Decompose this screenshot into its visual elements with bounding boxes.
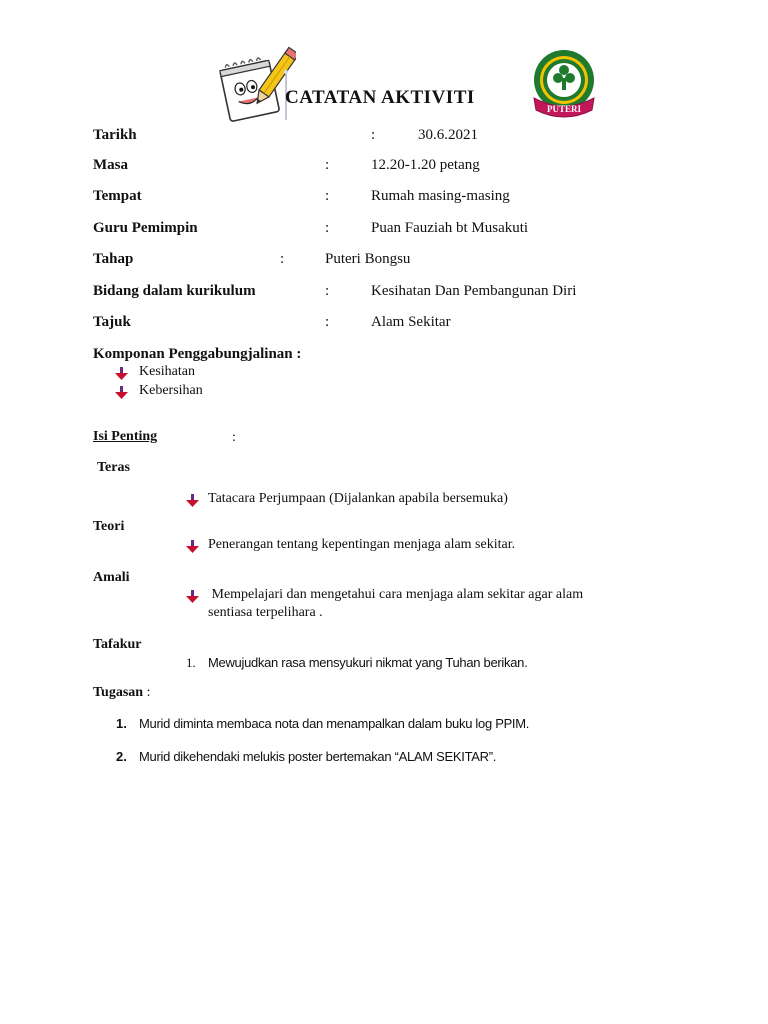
teras-item: Tatacara Perjumpaan (Dijalankan apabila bersemuka): [208, 491, 508, 506]
bullet-arrow-icon: [186, 494, 199, 507]
komponen-item-kesihatan: Kesihatan: [139, 364, 195, 379]
isi-penting-colon: :: [232, 430, 236, 445]
bullet-arrow-icon: [186, 590, 199, 603]
tugasan-item-2: Murid dikehendaki melukis poster bertemakan “ALAM SEKITAR”.: [139, 749, 497, 764]
field-label-tempat: Tempat: [93, 188, 142, 204]
field-colon-masa: :: [325, 157, 330, 173]
puteri-badge-logo: [530, 48, 598, 120]
komponen-item-kebersihan: Kebersihan: [139, 383, 203, 398]
field-value-tahap: Puteri Bongsu: [325, 251, 411, 267]
bullet-arrow-icon: [186, 540, 199, 553]
tafakur-heading: Tafakur: [93, 637, 142, 652]
field-label-tajuk: Tajuk: [93, 314, 131, 330]
tugasan-number-1: 1.: [116, 716, 127, 731]
teori-item: Penerangan tentang kepentingan menjaga alam sekitar.: [208, 537, 516, 552]
amali-item-line2: sentiasa terpelihara .: [208, 605, 323, 620]
tugasan-item-1: Murid diminta membaca nota dan menampalkan dalam buku log PPIM.: [139, 716, 530, 731]
page-title: CATATAN AKTIVITI: [285, 87, 475, 108]
tugasan-number-2: 2.: [116, 749, 127, 764]
field-value-guru: Puan Fauziah bt Musakuti: [371, 220, 529, 236]
field-value-tempat: Rumah masing-masing: [371, 188, 510, 204]
field-label-tahap: Tahap: [93, 251, 134, 267]
field-label-guru: Guru Pemimpin: [93, 220, 198, 236]
isi-penting-heading: Isi Penting: [93, 429, 158, 444]
field-label-masa: Masa: [93, 157, 128, 173]
notepad-pencil-clipart-icon: [214, 42, 296, 124]
teori-heading: Teori: [93, 519, 125, 534]
field-colon-guru: :: [325, 220, 330, 236]
field-colon-bidang: :: [325, 283, 330, 299]
tafakur-number: 1.: [186, 655, 196, 670]
field-colon-tahap: :: [280, 251, 285, 267]
field-value-masa: 12.20-1.20 petang: [371, 157, 480, 173]
field-value-bidang: Kesihatan Dan Pembangunan Diri: [371, 283, 577, 299]
field-colon-tajuk: :: [325, 314, 330, 330]
field-value-tarikh: 30.6.2021: [418, 127, 478, 143]
field-value-tajuk: Alam Sekitar: [371, 314, 451, 330]
tafakur-item: Mewujudkan rasa mensyukuri nikmat yang Tuhan berikan.: [208, 655, 528, 670]
tugasan-heading: Tugasan: [93, 685, 144, 700]
amali-item-line1: Mempelajari dan mengetahui cara menjaga alam sekitar agar alam: [208, 587, 584, 602]
bullet-arrow-icon: [115, 386, 128, 399]
field-label-tarikh: Tarikh: [93, 127, 137, 143]
field-colon-tarikh: :: [371, 127, 376, 143]
amali-heading: Amali: [93, 570, 130, 585]
bullet-arrow-icon: [115, 367, 128, 380]
logo-text: PUTERI: [546, 104, 582, 114]
komponen-heading: Komponan Penggabungjalinan :: [93, 346, 302, 362]
field-colon-tempat: :: [325, 188, 330, 204]
tugasan-heading-row: [93, 685, 150, 701]
teras-heading: Teras: [97, 460, 130, 475]
tugasan-colon: :: [143, 685, 151, 700]
field-label-bidang: Bidang dalam kurikulum: [93, 283, 256, 299]
